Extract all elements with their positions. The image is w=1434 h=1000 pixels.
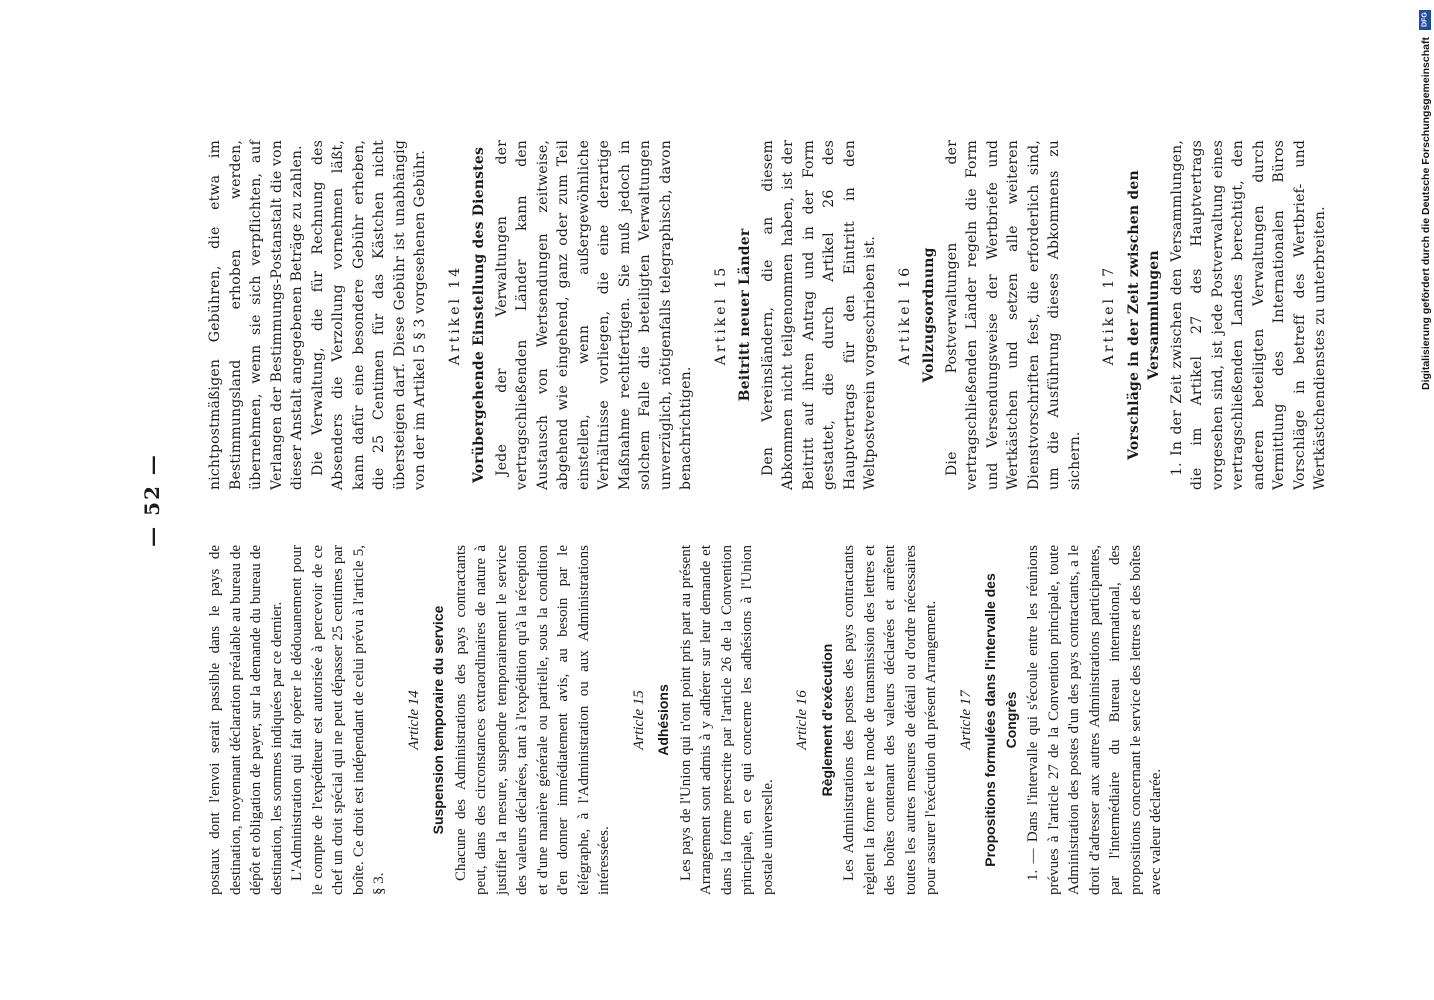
french-intro-paragraph: L'Administration qui fait opérer le dédouanement pour le compte de l'expéditeur est autorisée à percevoir de ce chef un droit spécial qui ne peut dépasser 25 centimes par boîte. Ce droit est indépendant de celui prévu à l'article 5, § 3. xyxy=(289,545,387,895)
article-paragraph: Jede der Verwaltungen der vertragschließenden Länder kann den Austausch von Wertsendungen zeitweise, abgehend wie eingehend, ganz oder zum Teil einstellen, wenn außergewöhnliche Verhältnisse vorliegen, die eine derartige Maßnahme rechtfertigen. Sie muß jedoch in solchem Falle die beteiligten Verwaltungen unverzüglich, nötigenfalls telegraphisch, davon benachrichtigen. xyxy=(493,140,694,490)
french-intro-paragraph: postaux dont l'envoi serait passible dans le pays de destination, moyennant déclaration préalable au bureau de dépôt et obligation de payer, sur la demande du bureau de destination, les sommes indiquées par ce dernier. xyxy=(207,545,285,895)
article-heading: Adhésions xyxy=(655,684,671,756)
article-paragraph: Les Administrations des postes des pays contractants règlent la forme et le mode de transmission des lettres et des boîtes contenant des valeurs déclarées et arrêtent toutes les autres mesures de détail ou d'ordre nécessaires pour assurer l'exécution du présent Arrangement. xyxy=(841,545,939,895)
dfg-logo: DFG xyxy=(1419,10,1431,30)
article-title: Article 14 xyxy=(405,690,422,750)
article-paragraph: 1. In der Zeit zwischen den Versammlungen, die im Artikel 27 des Hauptvertrags vorgesehen sind, ist jede Postverwaltung eines vertragschließenden Landes berechtigt, den anderen beteiligten Verwaltungen durch Vermittlung des Internationalen Büros Vorschläge in betreff des Wertbrief- und Wertkästchendienstes zu unterbreiten. xyxy=(1168,140,1328,490)
article-heading: Vorschläge in der Zeit zwischen den Versammlungen xyxy=(1125,170,1162,460)
article-title: Article 15 xyxy=(630,690,647,750)
article-title: Artikel 15 xyxy=(712,264,729,366)
german-intro-paragraph: nichtpostmäßigen Gebühren, die etwa im Bestimmungsland erhoben werden, übernehmen, wenn sie sich verpflichten, auf Verlangen der Bestimmungs-Postanstalt die von dieser Anstalt angegebenen Beträge zu zahlen. xyxy=(207,140,305,490)
french-column xyxy=(205,545,1167,895)
article-paragraph: 1. — Dans l'intervalle qui s'écoule entre les réunions prévues à l'article 27 de la Convention principale, toute Administration des postes d'un des pays contractants, a le droit d'adresser aux autres Administrations participantes, par l'intermédiaire du Bureau international, des propositions concernant le service des lettres et des boîtes avec valeur déclarée. xyxy=(1025,545,1164,895)
article-heading: Vollzugsordnung xyxy=(921,247,937,383)
article-title: Artikel 14 xyxy=(446,264,463,366)
german-column xyxy=(205,140,1331,490)
article-title: Article 16 xyxy=(794,690,810,750)
article-paragraph: Les pays de l'Union qui n'ont point pris part au présent Arrangement sont admis à y adhérer sur leur demande et dans la forme prescrite par l'article 26 de la Convention principale, en ce qui concerne les adhésions à l'Union postale universelle. xyxy=(677,545,776,895)
article-heading: Beitritt neuer Länder xyxy=(737,228,753,402)
article-heading: Propositions formulées dans l'intervalle des Congrès xyxy=(982,573,1019,867)
article-paragraph: Den Vereinsländern, die an diesem Abkommen nicht teilgenommen haben, ist der Beitritt auf ihren Antrag und in der Form gestattet, die durch Artikel 26 des Hauptvertrags für den Eintritt in den Weltpostverein vorgeschrieben ist. xyxy=(759,140,878,490)
article-heading: Vorübergehende Einstellung des Dienstes xyxy=(471,146,487,484)
article-title: Artikel 17 xyxy=(1101,264,1117,366)
article-title: Artikel 16 xyxy=(896,264,913,366)
german-intro-paragraph: Die Verwaltung, die für Rechnung des Absenders die Verzollung vornehmen läßt, kann dafür eine besondere Gebühr erheben, die 25 Centimen für das Kästchen nicht übersteigen darf. Diese Gebühr ist unabhängig von der im Artikel 5 § 3 vorgesehenen Gebühr. xyxy=(309,140,428,490)
digitization-credit: Digitalisierung gefördert durch die Deutsche Forschungsgemeinschaft xyxy=(1420,37,1432,390)
article-heading: Règlement d'exécution xyxy=(818,643,835,797)
article-heading: Suspension temporaire du service xyxy=(430,605,446,835)
article-paragraph: Die Postverwaltungen der vertragschließenden Länder regeln die Form und Versendungsweise der Wertbriefe und Wertkästchen und setzen alle weiteren Dienstvorschriften fest, die erforderlich sind, um die Ausführung dieses Abkommens zu sichern. xyxy=(943,140,1083,490)
article-title: Article 17 xyxy=(957,690,974,750)
article-paragraph: Chacune des Administrations des pays contractants peut, dans des circonstances extraordinaires de nature à justifier la mesure, suspendre temporairement le service des valeurs déclarées, tant à l'expédition qu'à la réception et d'une manière générale ou partielle, sous la condition d'en donner immédiatement avis, au besoin par le télégraphe, à l'Administration ou aux Administrations intéressées. xyxy=(452,545,612,895)
page-number: — 52 — xyxy=(140,453,164,547)
